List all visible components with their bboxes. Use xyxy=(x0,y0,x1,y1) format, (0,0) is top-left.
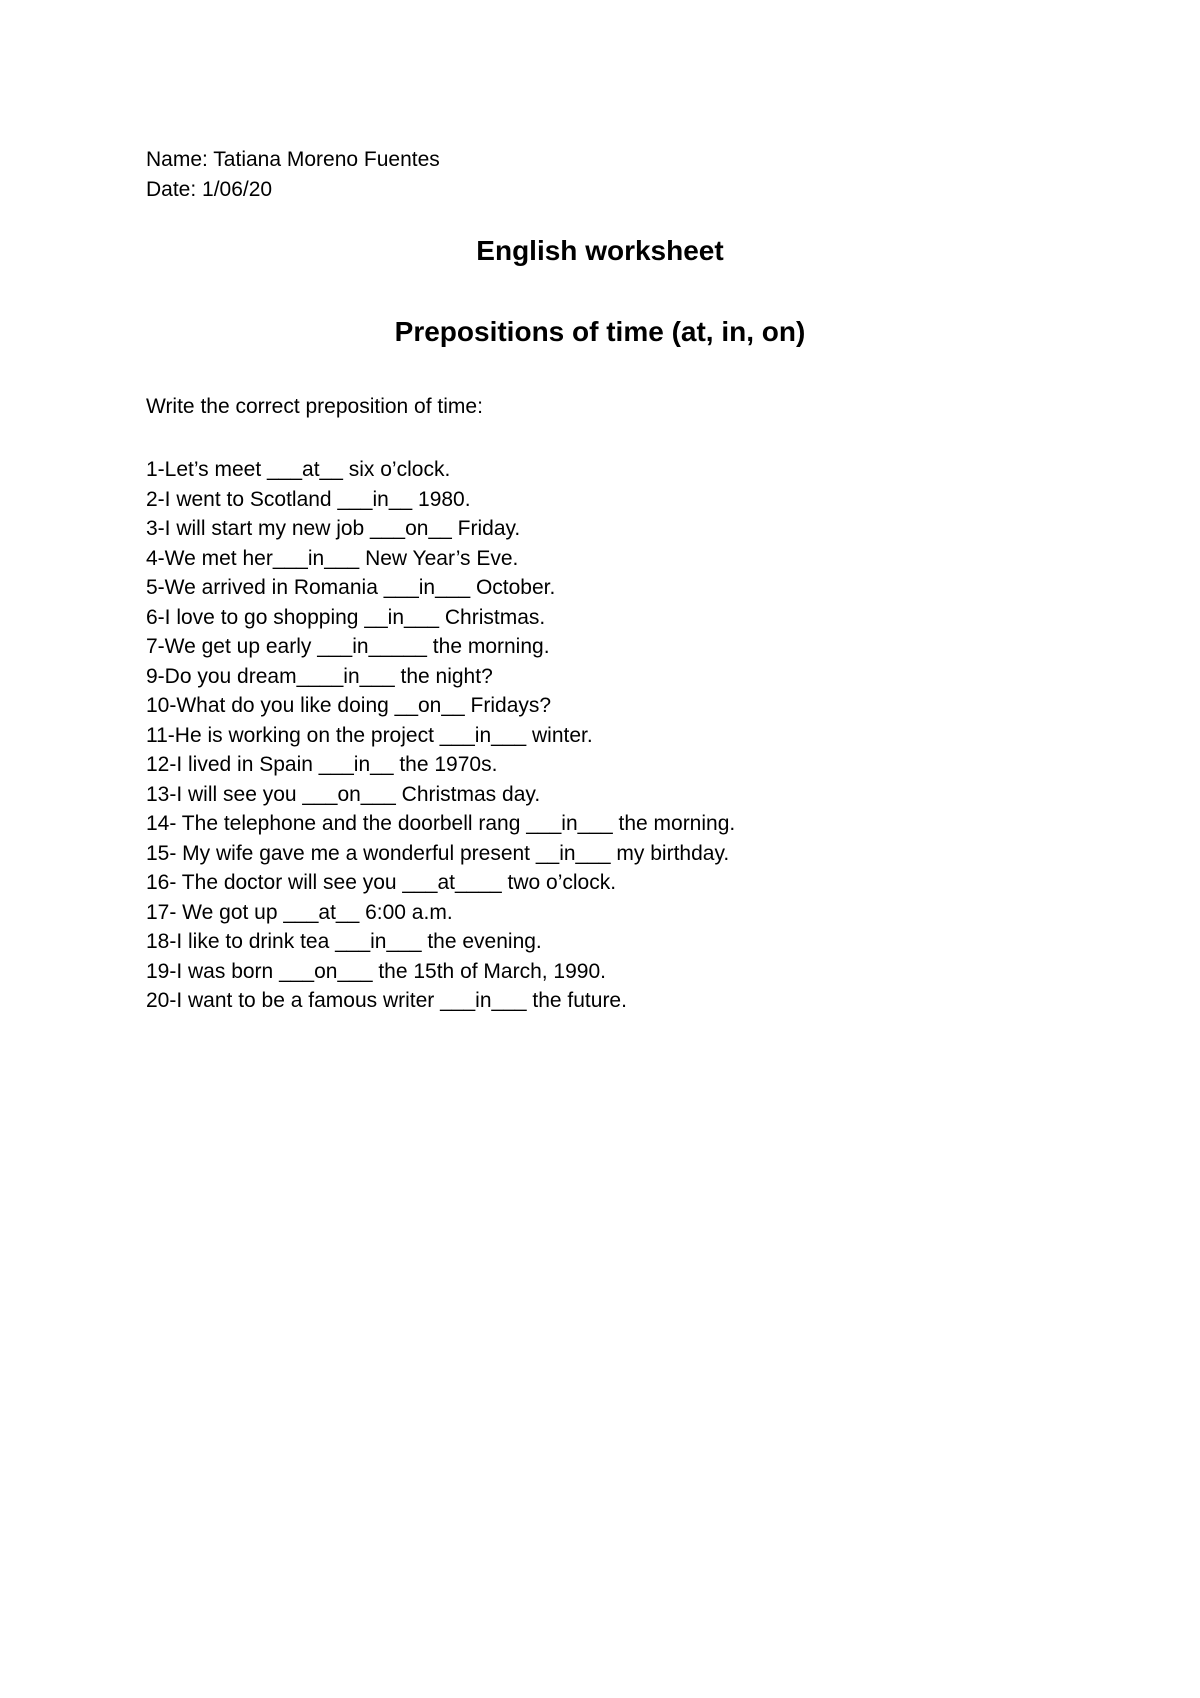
exercise-item: 2-I went to Scotland ___in__ 1980. xyxy=(146,487,471,511)
exercise-item: 4-We met her___in___ New Year’s Eve. xyxy=(146,546,519,570)
exercise-item: 9-Do you dream____in___ the night? xyxy=(146,664,493,688)
exercise-list xyxy=(146,455,735,1016)
exercise-item: 18-I like to drink tea ___in___ the evening. xyxy=(146,930,542,953)
exercise-item: 10-What do you like doing __on__ Fridays? xyxy=(146,694,552,717)
exercise-item: 12-I lived in Spain ___in__ the 1970s. xyxy=(146,753,498,776)
exercise-item: 19-I was born ___on___ the 15th of March, 1990. xyxy=(146,959,606,983)
exercise-item: 6-I love to go shopping __in___ Christmas. xyxy=(146,605,546,629)
student-info xyxy=(146,145,440,204)
exercise-item: 11-He is working on the project ___in___ winter. xyxy=(146,723,593,747)
name-line: Name: Tatiana Moreno Fuentes xyxy=(146,148,440,171)
exercise-item: 15- My wife gave me a wonderful present __in___ my birthday. xyxy=(146,841,730,865)
exercise-item: 1-Let’s meet ___at__ six o’clock. xyxy=(146,458,451,481)
exercise-item: 7-We get up early ___in_____ the morning. xyxy=(146,635,550,658)
instruction-text: Write the correct preposition of time: xyxy=(146,395,483,418)
exercise-item: 3-I will start my new job ___on__ Friday. xyxy=(146,517,521,540)
worksheet-subtitle: Prepositions of time (at, in, on) xyxy=(394,316,806,347)
exercise-item: 20-I want to be a famous writer ___in___ the future. xyxy=(146,989,627,1012)
date-line: Date: 1/06/20 xyxy=(146,177,273,201)
exercise-item: 17- We got up ___at__ 6:00 a.m. xyxy=(146,900,453,924)
worksheet-title: English worksheet xyxy=(476,235,724,266)
exercise-item: 5-We arrived in Romania ___in___ October. xyxy=(146,576,556,599)
exercise-item: 13-I will see you ___on___ Christmas day. xyxy=(146,782,541,806)
exercise-item: 16- The doctor will see you ___at____ two o’clock. xyxy=(146,871,617,894)
exercise-item: 14- The telephone and the doorbell rang ___in___ the morning. xyxy=(146,812,736,835)
